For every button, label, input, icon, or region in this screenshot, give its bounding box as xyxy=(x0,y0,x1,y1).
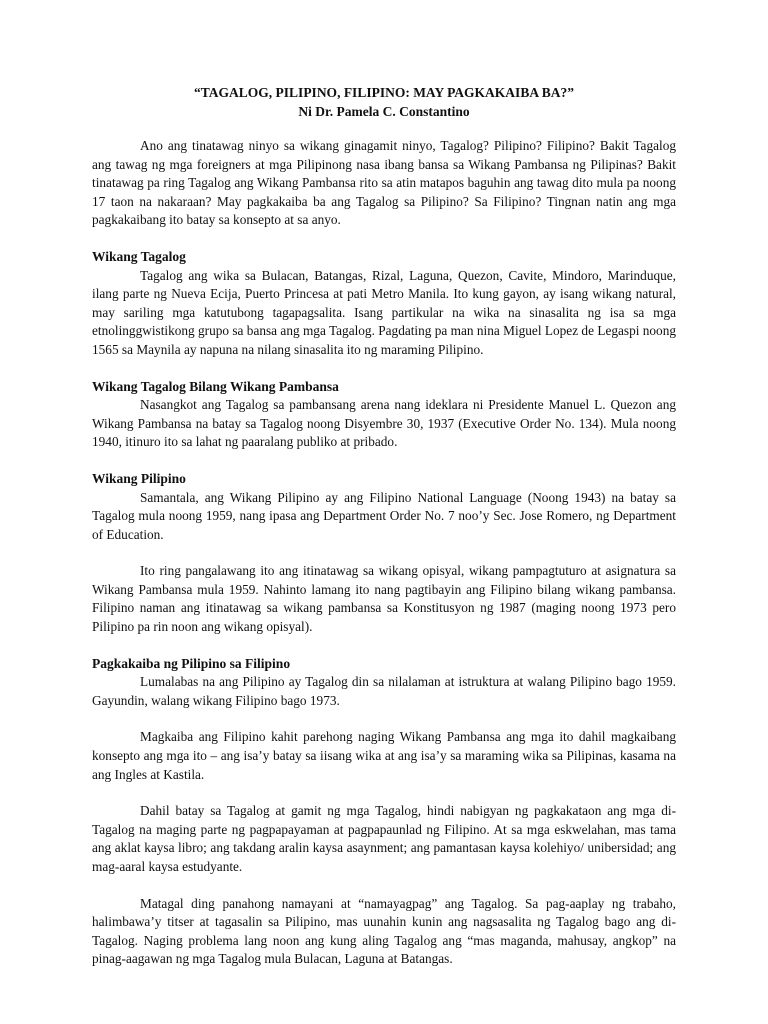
section-heading-wikang-pilipino: Wikang Pilipino xyxy=(92,470,186,486)
intro-paragraph: Ano ang tinatawag ninyo sa wikang ginagamit ninyo, Tagalog? Pilipino? Filipino? Bakit Tagalog ang tawag ng mga foreigners at mga Pilipinong nasa ibang bansa sa Wikang Pambansa ng Pilipinas? Bakit tinatawag pa ring Tagalog ang Wikang Pambansa rito sa atin matapos baguhin ang tawag dito mula pa noong 17 taon na nakaraan? May pagkakaiba ba ang Tagalog sa Pilipino? Sa Filipino? Tingnan natin ang mga pagkakaibang ito batay sa konsepto at sa anyo. xyxy=(92,138,676,228)
section-paragraph: Samantala, ang Wikang Pilipino ay ang Filipino National Language (Noong 1943) na batay sa Tagalog mula noong 1959, nang ipasa ang Department Order No. 7 noo’y Sec. Jose Romero, ng Department of Education. xyxy=(92,489,676,542)
section-paragraph: Matagal ding panahong namayani at “namayagpag” ang Tagalog. Sa pag-aaplay ng trabaho, halimbawa’y titser at tagasalin sa Pilipino, mas uunahin kunin ang nagsasalita ng Tagalog bago ang di-Tagalog. Naging problema lang noon ang kung aling Tagalog ang “mas maganda, mahusay, angkop” na pinag-aagawan ng mga Tagalog mula Bulacan, Laguna at Batangas. xyxy=(92,895,676,967)
section-paragraph: Lumalabas na ang Pilipino ay Tagalog din sa nilalaman at istruktura at walang Pilipino bago 1959. Gayundin, walang wikang Filipino bago 1973. xyxy=(92,674,676,708)
section-paragraph: Dahil batay sa Tagalog at gamit ng mga Tagalog, hindi nabigyan ng pagkakataon ang mga di-Tagalog na maging parte ng pagpapayaman at pagpapaunlad ng Filipino. At sa mga eskwelahan, mas tama ang aklat kaysa libro; ang takdang aralin kaysa asaynment; ang pamantasan kaysa kolehiyo/ unibersidad; ang mag-aaral kaysa estudyante. xyxy=(92,803,676,874)
section-paragraph: Tagalog ang wika sa Bulacan, Batangas, Rizal, Laguna, Quezon, Cavite, Mindoro, Marinduque, ilang parte ng Nueva Ecija, Puerto Princesa at pati Metro Manila. Ito kung gayon, ay isang wikang natural, may sariling mga katutubong tagapagsalita. Isang partikular na wika na sinasalita ng isa sa mga etnolinggwistikong grupo sa bansa ang mga Tagalog. Pagdating pa man nina Miguel Lopez de Legaspi noong 1565 sa Maynila ay napuna na nilang sinasalita ito ng maraming Pilipino. xyxy=(92,267,676,357)
section-heading-tagalog-bilang-wikang-pambansa: Wikang Tagalog Bilang Wikang Pambansa xyxy=(92,378,339,394)
section-heading-wikang-tagalog: Wikang Tagalog xyxy=(92,248,186,264)
section-paragraph: Magkaiba ang Filipino kahit parehong naging Wikang Pambansa ang mga ito dahil magkaibang konsepto ang mga ito – ang isa’y batay sa iisang wika at ang isa’y sa maraming wika sa Pilipinas, kasama na ang Ingles at Kastila. xyxy=(92,729,676,782)
section-paragraph: Nasangkot ang Tagalog sa pambansang arena nang ideklara ni Presidente Manuel L. Quezon ang Wikang Pambansa na batay sa Tagalog noong Disyembre 30, 1937 (Executive Order No. 134). Mula noong 1940, itinuro ito sa lahat ng paaralang publiko at pribado. xyxy=(92,397,676,450)
section-paragraph: Ito ring pangalawang ito ang itinatawag sa wikang opisyal, wikang pampagtuturo at asignatura sa Wikang Pambansa mula 1959. Nahinto lamang ito nang pagtibayin ang Filipino bilang wikang pambansa. Filipino naman ang itinatawag sa wikang pambansa sa Konstitusyon ng 1987 (maging noong 1973 pero Pilipino pa rin noon ang wikang opisyal). xyxy=(92,563,676,635)
document-title: “TAGALOG, PILIPINO, FILIPINO: MAY PAGKAKAIBA BA?” xyxy=(194,85,574,100)
section-heading-pagkakaiba: Pagkakaiba ng Pilipino sa Filipino xyxy=(92,655,291,671)
document-author: Ni Dr. Pamela C. Constantino xyxy=(298,104,470,119)
